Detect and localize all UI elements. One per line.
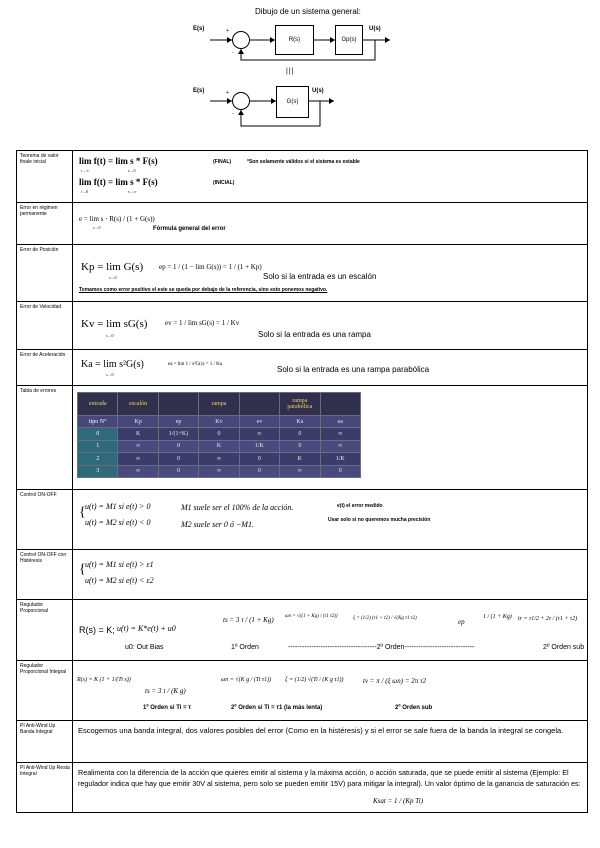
row-error-regimen <box>17 203 588 245</box>
pi-xi: ξ = (1/2) √(Ti / (K g τ1)) <box>285 677 344 683</box>
m2-note: M2 suele ser 0 ó −M1. <box>181 520 254 529</box>
row-content <box>73 661 588 721</box>
final-lim-t: t→∞ <box>81 168 89 173</box>
block-g: G(s) <box>276 86 309 118</box>
second-order-sub-label: 2º Orden sub <box>543 644 585 651</box>
table-cell: ∞ <box>118 465 158 477</box>
formula-table <box>16 150 588 813</box>
table-cell: ∞ <box>239 428 279 440</box>
system-type-cell: 3 <box>78 465 118 477</box>
table-cell: ∞ <box>199 465 239 477</box>
table-cell: K <box>280 453 320 465</box>
arrow-head <box>238 49 244 54</box>
kp-lim: s→0 <box>109 275 117 280</box>
row-label: Regulador Proporcional <box>17 600 73 661</box>
error-measured-note: e(t) el error medido <box>337 503 383 509</box>
ep-desc: Solo si la entrada es un escalón <box>263 272 377 281</box>
subheader-cell: ea <box>320 416 360 428</box>
table-cell: ∞ <box>280 465 320 477</box>
row-label: Error en régimen permanente <box>17 203 73 245</box>
pi-second-order-sub: 2º Orden sub <box>395 705 433 711</box>
pi-ts: ts = 3 τ / (K g) <box>145 687 186 695</box>
row-label: Regulador Proporcional Integral <box>17 661 73 721</box>
row-label: Error de Posición <box>17 245 73 302</box>
sum-plus: + <box>226 28 229 34</box>
block-diagram-lines <box>0 0 600 140</box>
system-type-cell: 2 <box>78 453 118 465</box>
table-cell: 0 <box>320 465 360 477</box>
row-content <box>73 151 588 203</box>
row-control-onoff <box>17 490 588 550</box>
pi-transfer: R(s) = K (1 + 1/(Ti s)) <box>77 677 131 683</box>
row-content <box>73 386 588 490</box>
subheader-cell: Kp <box>118 416 158 428</box>
signal-output: U(s) <box>369 26 381 32</box>
ksat-formula: Ksat = 1 / (Kp Ti) <box>373 797 424 805</box>
arrow-head <box>385 37 390 43</box>
table-cell: ∞ <box>320 440 360 452</box>
initial-tag: (INICIAL) <box>213 180 235 186</box>
subheader-cell: tipo N° <box>78 416 118 428</box>
table-cell: 0 <box>158 440 198 452</box>
row-label: Control ON-OFF con Histéresis <box>17 550 73 600</box>
p-wn: ωn = √((1 + Kg) / (τ1 τ2)) <box>285 614 338 619</box>
table-cell: 0 <box>199 428 239 440</box>
p-xi: ξ = (1/2) (τ1 + τ2) / √(Kg τ1 τ2) <box>353 616 417 621</box>
table-cell: 1/K <box>320 453 360 465</box>
general-error-desc: Fórmula general del error <box>153 226 226 232</box>
table-cell: 0 <box>239 465 279 477</box>
table-row <box>78 440 361 452</box>
row-label: Error de Aceleración <box>17 350 73 386</box>
general-error-lim: s→0 <box>93 225 101 230</box>
block-r: R(s) <box>275 25 314 55</box>
header-cell: rampa <box>199 393 239 416</box>
row-content <box>73 350 588 386</box>
table-cell: 0 <box>280 440 320 452</box>
table-cell: 1/(1+K) <box>158 428 198 440</box>
initial-lim-t: t→0 <box>81 189 89 194</box>
p-ts: ts = 3 τ / (1 + Kg) <box>223 616 274 624</box>
pi-wn: ωn = √(K g / (Ti τ1)) <box>221 677 272 683</box>
sum-minus-2: - <box>232 111 234 117</box>
row-content <box>73 245 588 302</box>
subheader-cell: Ka <box>280 416 320 428</box>
error-table-subheader <box>78 416 361 428</box>
row-error-aceleracion <box>17 350 588 386</box>
initial-lim-s: s→∞ <box>128 189 137 194</box>
row-content <box>73 763 588 813</box>
summing-junction <box>232 31 250 49</box>
resta-integral-text: Realimenta con la diferencia de la acción que quieres emitir al sistema y la máxima acción, o acción saturada, que se puede emitir al sistema (Ejemplo: El regulador indica que hay que emitir 30V al sistema, pero solo se pueden emitir 15V) para mitigar la integral). Un valor óptimo de la ganancia de saturación es: <box>78 768 581 788</box>
arrow-head <box>238 110 244 115</box>
table-cell: ∞ <box>199 453 239 465</box>
system-type-cell: 1 <box>78 440 118 452</box>
table-cell: 0 <box>239 453 279 465</box>
table-row <box>78 453 361 465</box>
row-content <box>73 721 588 763</box>
table-row <box>78 428 361 440</box>
p-control-law: u(t) = K*e(t) + u0 <box>117 624 176 633</box>
m1-note: M1 suele ser el 100% de la acción. <box>181 503 294 512</box>
equivalence-symbol: ||| <box>286 68 295 75</box>
banda-integral-text: Escogemos una banda integral, dos valores posibles del error (Como en la histéresis) y si el error se sale fuera de la banda la integral se congela. <box>78 726 564 735</box>
subheader-cell: Kv <box>199 416 239 428</box>
pi-first-order: 1º Orden si Ti = τ <box>143 705 191 711</box>
second-order-label: --------------------------------------2º Orden------------------------------ <box>288 644 475 651</box>
ea-formula: ea = lim 1 / s²G(s) = 1 / Ka <box>168 362 222 367</box>
kv-lim: s→0 <box>106 333 114 338</box>
general-error-formula: e = lim s · R(s) / (1 + G(s)) <box>79 215 155 223</box>
table-cell: ∞ <box>320 428 360 440</box>
row-label: PI Anti-Wind Up Resta Integral <box>17 763 73 813</box>
sum-minus: - <box>232 50 234 56</box>
table-cell: ∞ <box>118 440 158 452</box>
table-cell: 0 <box>158 465 198 477</box>
signal-input: E(s) <box>193 26 205 32</box>
subheader-cell: ep <box>158 416 198 428</box>
table-cell: K <box>118 428 158 440</box>
p-ep-label: ep <box>458 618 465 626</box>
ea-desc: Solo si la entrada es una rampa parabólica <box>277 365 430 374</box>
histeresis-line1: u(t) = M1 si e(t) > ε1 <box>85 560 154 569</box>
kv-formula: Kv = lim sG(s) <box>81 318 148 330</box>
ev-desc: Solo si la entrada es una rampa <box>258 330 371 339</box>
row-control-histeresis <box>17 550 588 600</box>
signal-input-2: E(s) <box>193 88 205 94</box>
p-tr: tr = τ1/2 + 2τ / (τ1 + τ2) <box>518 616 578 622</box>
brace: { <box>79 562 86 577</box>
ka-lim: s→0 <box>106 372 114 377</box>
row-label: Tabla de errores <box>17 386 73 490</box>
system-type-cell: 0 <box>78 428 118 440</box>
ka-formula: Ka = lim s²G(s) <box>81 359 144 370</box>
final-theorem: lim f(t) = lim s * F(s) <box>79 156 158 166</box>
p-prefix: R(s) = K; <box>79 625 115 635</box>
table-cell: K <box>199 440 239 452</box>
table-cell: 0 <box>158 453 198 465</box>
histeresis-line2: u(t) = M2 si e(t) < ε2 <box>85 576 154 585</box>
stability-note: *Son solamente válidos si el sistema es estable <box>247 159 360 165</box>
header-cell <box>158 393 198 416</box>
header-cell <box>320 393 360 416</box>
initial-theorem: lim f(t) = lim s * F(s) <box>79 177 158 187</box>
row-regulador-p <box>17 600 588 661</box>
row-label: Error de Velocidad <box>17 302 73 350</box>
table-row <box>78 465 361 477</box>
pi-second-order: 2º Orden si Ti = τ1 (la más lenta) <box>231 705 323 711</box>
final-tag: (FINAL) <box>213 159 232 165</box>
precision-note: Usar solo si no queremos mucha precisión <box>328 517 431 523</box>
block-gp: Gp(s) <box>335 25 363 55</box>
row-regulador-pi <box>17 661 588 721</box>
ep-formula: ep = 1 / (1 − lim G(s)) = 1 / (1 + Kp) <box>159 263 262 271</box>
subheader-cell: ev <box>239 416 279 428</box>
kp-formula: Kp = lim G(s) <box>81 261 144 273</box>
table-cell: 0 <box>280 428 320 440</box>
final-lim-s: s→0 <box>128 168 136 173</box>
sum-plus-2: + <box>226 90 229 96</box>
first-order-label: 1º Orden <box>231 644 259 651</box>
diagram-title: Dibujo de un sistema general: <box>255 7 361 16</box>
row-label: PI Anti-Wind Up Banda Integral <box>17 721 73 763</box>
header-cell <box>239 393 279 416</box>
error-table-header <box>78 393 361 416</box>
row-teorema <box>17 151 588 203</box>
arrow-head <box>329 98 334 104</box>
row-content <box>73 600 588 661</box>
header-cell: rampa parabólica <box>280 393 320 416</box>
row-error-velocidad <box>17 302 588 350</box>
out-bias-label: u0: Out Bias <box>125 644 164 651</box>
ev-formula: ev = 1 / lim sG(s) = 1 / Kv <box>165 319 240 327</box>
signal-output-2: U(s) <box>312 88 324 94</box>
row-content <box>73 203 588 245</box>
pi-tv: tv = π / (ξ ωn) = 2π τ2 <box>363 677 427 685</box>
row-label: Control ON-OFF <box>17 490 73 550</box>
row-content <box>73 550 588 600</box>
table-cell: 1/K <box>239 440 279 452</box>
row-anti-windup-resta <box>17 763 588 813</box>
ep-sign-note: Tomamos como error positivo el este se queda por debajo de la referencia, sino esto ponemos negativo. <box>79 287 328 293</box>
row-content <box>73 302 588 350</box>
brace: { <box>79 505 86 520</box>
summing-junction-2 <box>232 92 250 110</box>
p-ep: 1 / (1 + Kg) <box>483 614 512 620</box>
row-tabla-errores <box>17 386 588 490</box>
table-cell: ∞ <box>118 453 158 465</box>
onoff-line2: u(t) = M2 si e(t) < 0 <box>85 518 151 527</box>
error-type-table <box>77 392 361 478</box>
onoff-line1: u(t) = M1 si e(t) > 0 <box>85 502 151 511</box>
row-error-posicion <box>17 245 588 302</box>
row-anti-windup-banda <box>17 721 588 763</box>
row-content <box>73 490 588 550</box>
header-cell: entrada <box>78 393 118 416</box>
header-cell: escalón <box>118 393 158 416</box>
row-label: Teorema de valor finale inicial <box>17 151 73 203</box>
